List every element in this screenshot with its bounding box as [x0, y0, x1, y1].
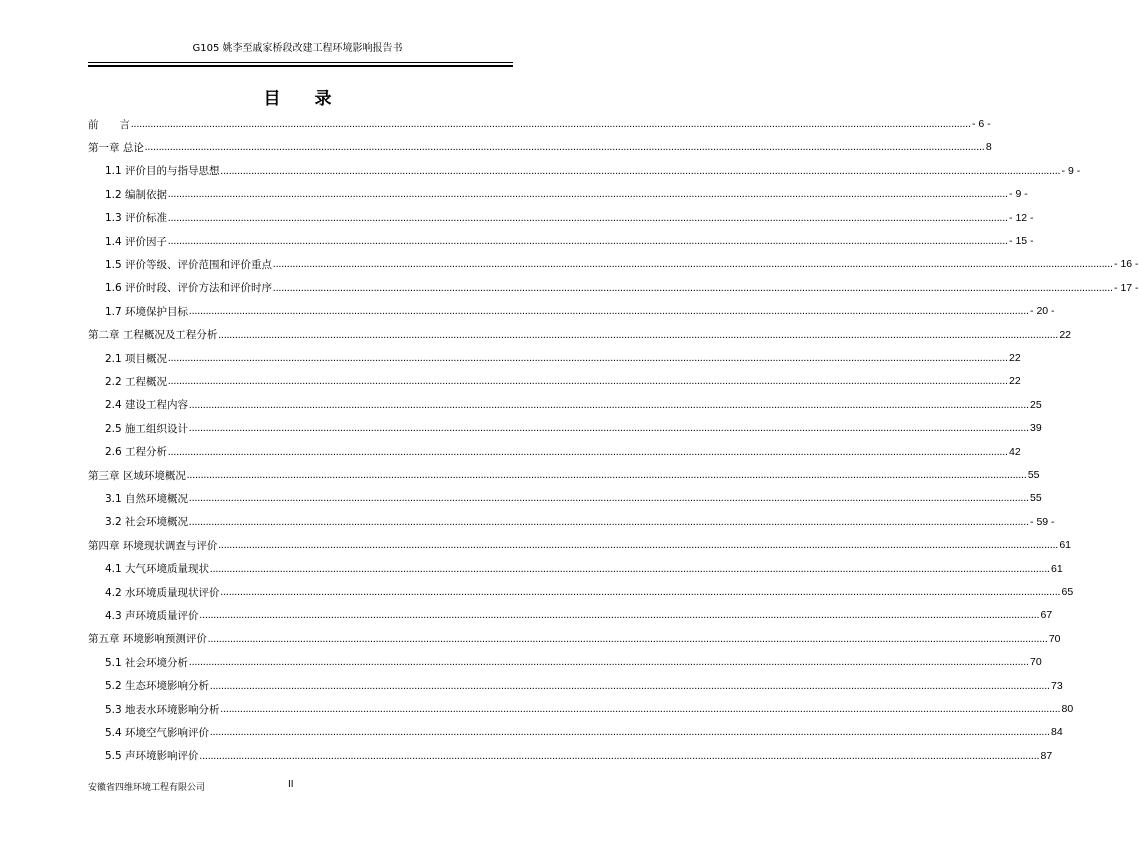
toc-dot-leader: ............................................................................................................................................................................................................................................................................................................ [199, 610, 1040, 622]
toc-entry-page: 55 [1030, 492, 1042, 505]
toc-section-entry[interactable] [105, 603, 1053, 627]
toc-section-entry[interactable] [105, 276, 1139, 300]
toc-entry-title: 2.1 项目概况 [105, 352, 168, 365]
toc-dot-leader: ............................................................................................................................................................................................................................................................................................................ [168, 189, 1009, 201]
footer-page-number: II [288, 779, 294, 790]
toc-dot-leader: ............................................................................................................................................................................................................................................................................................................ [144, 142, 985, 154]
toc-entry-page: 61 [1059, 539, 1072, 552]
toc-dot-leader: ............................................................................................................................................................................................................................................................................................................ [210, 680, 1051, 692]
toc-entry-page: 80 [1061, 703, 1074, 715]
toc-entry-page: - 17 - [1114, 281, 1139, 294]
toc-entry-title: 1.4 评价因子 [105, 235, 168, 248]
toc-entry-page: 8 [985, 141, 992, 154]
toc-dot-leader: ............................................................................................................................................................................................................................................................................................................ [168, 446, 1009, 458]
toc-entry-title: 5.1 社会环境分析 [105, 656, 189, 669]
toc-entry-title: 5.5 声环境影响评价 [105, 750, 199, 763]
toc-entry-page: 55 [1027, 469, 1040, 481]
toc-entry-page: - 20 - [1030, 305, 1055, 318]
header-rule-thick [88, 65, 513, 67]
toc-entry-title: 3.1 自然环境概况 [105, 492, 189, 505]
toc-entry-page: 22 [1009, 375, 1021, 388]
toc-section-entry[interactable] [105, 159, 1081, 183]
toc-dot-leader: ............................................................................................................................................................................................................................................................................................................ [199, 750, 1040, 762]
toc-chapter-entry[interactable] [88, 533, 1072, 557]
toc-entry-title: 第五章 环境影响预测评价 [88, 633, 207, 646]
toc-dot-leader: ............................................................................................................................................................................................................................................................................................................ [218, 329, 1059, 341]
toc-dot-leader: ............................................................................................................................................................................................................................................................................................................ [168, 353, 1009, 364]
toc-entry-page: 67 [1040, 609, 1053, 622]
header-rule-thin [88, 62, 513, 63]
toc-entry-title: 4.2 水环境质量现状评价 [105, 586, 220, 599]
toc-entry-page: 42 [1009, 445, 1021, 458]
toc-entry-title: 2.6 工程分析 [105, 446, 168, 459]
toc-entry-page: 65 [1061, 586, 1074, 598]
toc-dot-leader: ............................................................................................................................................................................................................................................................................................................ [189, 657, 1030, 669]
toc-dot-leader: ............................................................................................................................................................................................................................................................................................................ [168, 212, 1009, 224]
toc-section-entry[interactable] [105, 229, 1034, 253]
toc-section-entry[interactable] [105, 206, 1034, 230]
toc-chapter-entry[interactable] [88, 135, 992, 159]
toc-entry-page: - 15 - [1009, 235, 1034, 247]
toc-entry-title: 第三章 区域环境概况 [88, 469, 186, 482]
toc-entry-page: - 6 - [972, 118, 991, 130]
toc-dot-leader: ............................................................................................................................................................................................................................................................................................................ [273, 259, 1114, 271]
toc-dot-leader: ............................................................................................................................................................................................................................................................................................................ [207, 633, 1048, 645]
toc-dot-leader: ............................................................................................................................................................................................................................................................................................................ [168, 236, 1009, 247]
toc-entry-title: 第四章 环境现状调查与评价 [88, 539, 218, 552]
toc-section-entry[interactable] [105, 510, 1055, 534]
toc-dot-leader: ............................................................................................................................................................................................................................................................................................................ [218, 540, 1059, 552]
toc-section-entry[interactable] [105, 580, 1074, 604]
toc-entry-page: - 12 - [1009, 211, 1034, 224]
toc-dot-leader: ............................................................................................................................................................................................................................................................................................................ [220, 704, 1061, 715]
toc-entry-title: 2.4 建设工程内容 [105, 399, 189, 412]
toc-section-entry[interactable] [105, 416, 1042, 440]
toc-dot-leader: ............................................................................................................................................................................................................................................................................................................ [186, 470, 1027, 481]
toc-entry-page: - 59 - [1030, 515, 1055, 528]
toc-section-entry[interactable] [105, 486, 1042, 510]
toc-dot-leader: ............................................................................................................................................................................................................................................................................................................ [220, 587, 1061, 598]
toc-entry-title: 前 言 [88, 118, 130, 131]
toc-entry-title: 1.3 评价标准 [105, 212, 168, 225]
toc-entry-page: - 16 - [1114, 258, 1139, 271]
toc-dot-leader: ............................................................................................................................................................................................................................................................................................................ [168, 376, 1009, 388]
toc-entry-title: 1.2 编制依据 [105, 188, 168, 201]
toc-section-entry[interactable] [105, 557, 1063, 581]
toc-entry-page: 87 [1040, 749, 1053, 762]
toc-section-entry[interactable] [105, 369, 1021, 393]
toc-dot-leader: ............................................................................................................................................................................................................................................................................................................ [189, 423, 1030, 435]
toc-entry-page: 25 [1030, 398, 1042, 411]
toc-entry-page: - 9 - [1009, 188, 1028, 201]
toc-entry-page: 84 [1051, 726, 1063, 739]
toc-entry-title: 4.1 大气环境质量现状 [105, 563, 210, 576]
toc-entry-page: 73 [1051, 679, 1063, 692]
toc-chapter-entry[interactable] [88, 463, 1040, 487]
toc-entry-page: 70 [1030, 656, 1042, 669]
running-header: G105 姚李至戚家桥段改建工程环境影响报告书 [192, 43, 403, 54]
toc-entry-page: 61 [1051, 562, 1063, 575]
toc-section-entry[interactable] [105, 674, 1063, 698]
toc-entry-title: 2.2 工程概况 [105, 375, 168, 388]
toc-entry-title: 5.3 地表水环境影响分析 [105, 703, 220, 716]
toc-section-entry[interactable] [105, 720, 1063, 744]
toc-section-entry[interactable] [105, 697, 1074, 721]
toc-entry-title: 1.1 评价目的与指导思想 [105, 165, 220, 178]
footer-company: 安徽省四维环境工程有限公司 [88, 783, 206, 793]
toc-entry-title: 4.3 声环境质量评价 [105, 609, 199, 622]
toc-section-entry[interactable] [105, 299, 1055, 323]
toc-section-entry[interactable] [105, 440, 1021, 464]
toc-entry-title: 5.4 环境空气影响评价 [105, 726, 210, 739]
toc-dot-leader: ............................................................................................................................................................................................................................................................................................................ [189, 516, 1030, 528]
toc-dot-leader: ............................................................................................................................................................................................................................................................................................................ [189, 306, 1030, 318]
toc-section-entry[interactable] [105, 182, 1028, 206]
toc-entry-page: 22 [1059, 328, 1072, 341]
toc-entry-page: 70 [1048, 632, 1061, 645]
toc-entry-page: 39 [1030, 422, 1042, 435]
toc-dot-leader: ............................................................................................................................................................................................................................................................................................................ [273, 282, 1114, 294]
toc-chapter-entry[interactable] [88, 112, 991, 136]
toc-entry-title: 2.5 施工组织设计 [105, 422, 189, 435]
toc-chapter-entry[interactable] [88, 627, 1061, 651]
toc-section-entry[interactable] [105, 252, 1139, 276]
toc-dot-leader: ............................................................................................................................................................................................................................................................................................................ [210, 727, 1051, 739]
toc-entry-title: 3.2 社会环境概况 [105, 516, 189, 529]
toc-entry-title: 1.6 评价时段、评价方法和评价时序 [105, 282, 273, 295]
toc-dot-leader: ............................................................................................................................................................................................................................................................................................................ [131, 119, 971, 130]
toc-entry-page: 22 [1009, 352, 1021, 364]
toc-dot-leader: ............................................................................................................................................................................................................................................................................................................ [189, 493, 1030, 505]
toc-entry-title: 1.7 环境保护目标 [105, 305, 189, 318]
toc-entry-title: 1.5 评价等级、评价范围和评价重点 [105, 258, 273, 271]
toc-entry-title: 第一章 总论 [88, 141, 144, 154]
toc-title: 目 录 [263, 89, 346, 109]
toc-dot-leader: ............................................................................................................................................................................................................................................................................................................ [210, 563, 1051, 575]
toc-dot-leader: ............................................................................................................................................................................................................................................................................................................ [189, 399, 1030, 411]
toc-dot-leader: ............................................................................................................................................................................................................................................................................................................ [220, 165, 1061, 177]
toc-section-entry[interactable] [105, 346, 1021, 370]
toc-section-entry[interactable] [105, 744, 1053, 768]
toc-entry-page: - 9 - [1061, 164, 1081, 177]
toc-entry-title: 5.2 生态环境影响分析 [105, 680, 210, 693]
toc-entry-title: 第二章 工程概况及工程分析 [88, 329, 218, 342]
toc-section-entry[interactable] [105, 650, 1042, 674]
toc-chapter-entry[interactable] [88, 323, 1072, 347]
toc-section-entry[interactable] [105, 393, 1042, 417]
